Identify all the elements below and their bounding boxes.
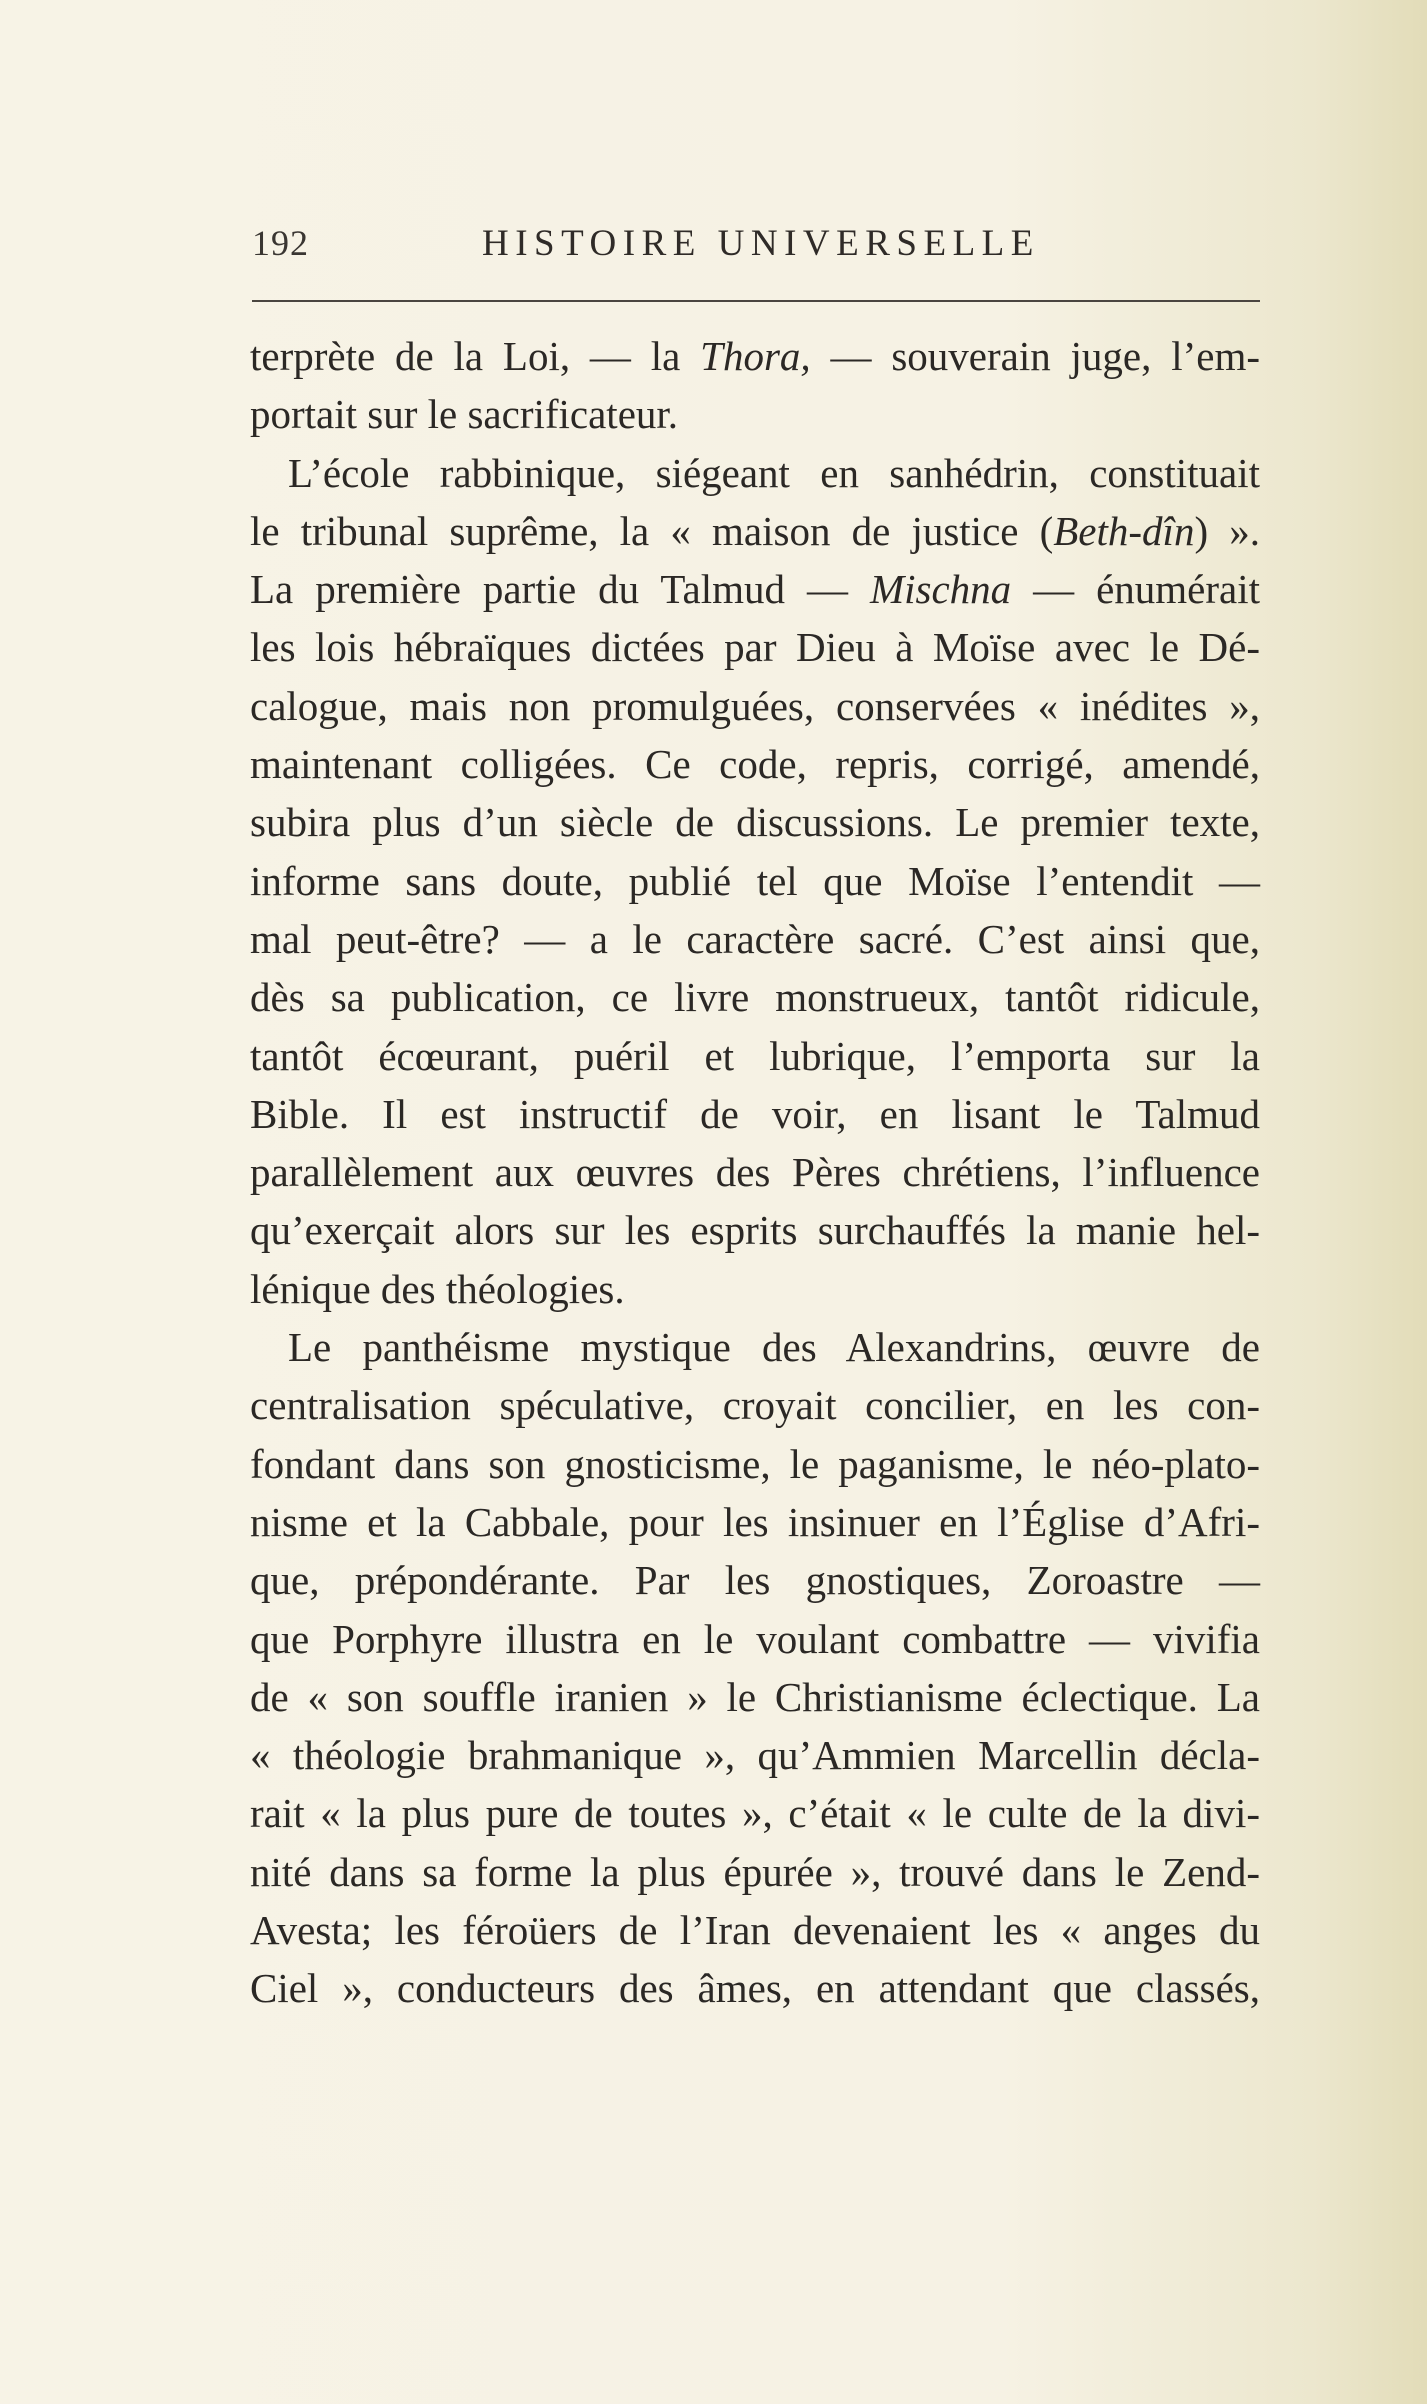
paragraph-start-line: L’école rabbinique, siégeant en sanhédrin, constituait bbox=[288, 449, 1260, 496]
running-head bbox=[252, 222, 1262, 282]
text-line: portait sur le sacrificateur. bbox=[250, 391, 679, 438]
text-line: mal peut-être? — a le caractère sacré. C’est ainsi que, bbox=[250, 915, 1260, 962]
text-line: tantôt écœurant, puéril et lubrique, l’emporta sur la bbox=[250, 1032, 1260, 1079]
text-line: dès sa publication, ce livre monstrueux, tantôt ridicule, bbox=[250, 974, 1260, 1021]
text-line: nisme et la Cabbale, pour les insinuer en l’Église d’Afri- bbox=[250, 1498, 1260, 1545]
text-line: les lois hébraïques dictées par Dieu à Moïse avec le Dé- bbox=[250, 624, 1260, 671]
text-line: parallèlement aux œuvres des Pères chrétiens, l’influence bbox=[250, 1149, 1260, 1196]
text-line: informe sans doute, publié tel que Moïse l’entendit — bbox=[250, 857, 1260, 904]
page-number: 192 bbox=[252, 223, 309, 263]
text-line: maintenant colligées. Ce code, repris, corrigé, amendé, bbox=[250, 741, 1260, 788]
text-line: subira plus d’un siècle de discussions. Le premier texte, bbox=[250, 799, 1260, 846]
text-line: rait « la plus pure de toutes », c’était « le culte de la divi- bbox=[250, 1790, 1260, 1837]
text-line: « théologie brahmanique », qu’Ammien Marcellin décla- bbox=[250, 1732, 1260, 1779]
text-line: centralisation spéculative, croyait concilier, en les con- bbox=[250, 1382, 1260, 1429]
text-line: que, prépondérante. Par les gnostiques, Zoroastre — bbox=[250, 1557, 1260, 1604]
text-line: nité dans sa forme la plus épurée », trouvé dans le Zend- bbox=[250, 1848, 1260, 1895]
paragraph-start-line: Le panthéisme mystique des Alexandrins, œuvre de bbox=[288, 1324, 1260, 1371]
text-line: La première partie du Talmud — Mischna — énumérait bbox=[250, 566, 1260, 613]
text-line: qu’exerçait alors sur les esprits surchauffés la manie hel- bbox=[250, 1207, 1260, 1254]
body-text bbox=[250, 327, 1260, 2018]
text-line: de « son souffle iranien » le Christianisme éclectique. La bbox=[250, 1673, 1260, 1720]
text-line: Ciel », conducteurs des âmes, en attendant que classés, bbox=[250, 1965, 1260, 2012]
text-line: calogue, mais non promulguées, conservées « inédites », bbox=[250, 682, 1260, 729]
text-line: terprète de la Loi, — la Thora, — souverain juge, l’em- bbox=[250, 333, 1260, 379]
text-line: Bible. Il est instructif de voir, en lisant le Talmud bbox=[250, 1090, 1260, 1137]
text-line: le tribunal suprême, la « maison de justice (Beth-dîn) ». bbox=[250, 507, 1260, 554]
running-title: HISTOIRE UNIVERSELLE bbox=[482, 223, 1040, 264]
text-line: fondant dans son gnosticisme, le paganisme, le néo-plato- bbox=[250, 1440, 1260, 1487]
text-line: Avesta; les féroüers de l’Iran devenaient les « anges du bbox=[250, 1907, 1260, 1954]
header-rule bbox=[252, 300, 1260, 302]
text-line: lénique des théologies. bbox=[250, 1265, 625, 1312]
text-line: que Porphyre illustra en le voulant combattre — vivifia bbox=[250, 1615, 1260, 1662]
